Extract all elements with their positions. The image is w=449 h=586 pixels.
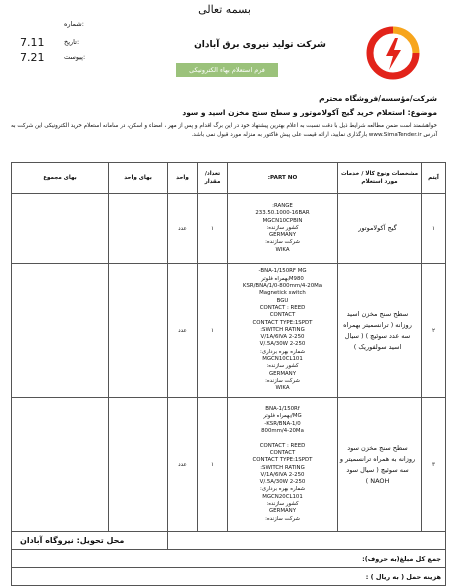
shipping-cost-label[interactable]: هزینه حمل ( به ریال ) : — [12, 568, 446, 586]
part-number-cell — [228, 264, 338, 398]
part-line: 800mm/4-20Ma — [261, 428, 304, 435]
number-label: شماره: — [64, 20, 84, 28]
company-logo — [362, 26, 424, 80]
part-line: Magnetick switch — [259, 290, 306, 297]
basmala: بسمه تعالی — [198, 3, 251, 16]
part-line: GERMANY — [269, 232, 296, 239]
part-line: شماره بهره برداری: — [260, 486, 305, 493]
item-quantity: ۱ — [198, 264, 228, 398]
shipping-row — [12, 568, 446, 586]
part-line: BNA-1/150Rf — [265, 406, 300, 413]
header-row-no: آیتم — [422, 163, 446, 194]
row-number: ۳ — [422, 398, 446, 532]
item-quantity: ۱ — [198, 398, 228, 532]
part-line: SWITCH RATING: — [260, 326, 305, 333]
total-row — [12, 550, 446, 568]
part-line: KSR/BNA-1/0- — [264, 420, 301, 427]
part-line: WIKA — [275, 385, 290, 392]
part-line: 233.50.1000-16BAR — [255, 210, 310, 217]
part-number-cell — [228, 194, 338, 264]
part-line: MG/بهمراه فلوتر — [263, 413, 302, 420]
header-quantity: تعداد/مقدار — [198, 163, 228, 194]
part-line: GERMANY — [269, 508, 296, 515]
part-line: MGCN20CL101 — [262, 493, 303, 500]
delivery-spacer — [168, 532, 446, 550]
attachment-value: 7.21 — [20, 51, 45, 64]
header-unit: واحد — [168, 163, 198, 194]
item-unit: عدد — [168, 194, 198, 264]
unit-price-cell[interactable] — [109, 194, 168, 264]
header-part-no: PART NO: — [228, 163, 338, 194]
part-line: M980بهمراه فلوتر — [261, 275, 304, 282]
part-line: CONTACT : REED — [259, 304, 306, 311]
total-price-cell[interactable] — [12, 194, 109, 264]
row-number: ۲ — [422, 264, 446, 398]
item-description: سطح سنج مخزن اسید روزانه ( ترانسمیتر بهمراه سه عدد سوئیچ ) ( سیال اسید سولفوریک ) — [338, 264, 422, 398]
part-line: 2-250 V/.5A/30W — [259, 479, 306, 486]
form-title: فرم استعلام بهاء الکترونیکی — [176, 63, 278, 77]
delivery-row — [12, 532, 446, 550]
part-line — [228, 435, 337, 442]
unit-price-cell[interactable] — [109, 398, 168, 532]
part-line: شماره بهره برداری: — [260, 348, 305, 355]
part-line: SWITCH RATING: — [260, 464, 305, 471]
table-row — [12, 264, 446, 398]
part-line: CONTACT TYPE:1SPDT — [252, 319, 313, 326]
part-line: 2-250 V/1A/6IVA — [260, 334, 305, 341]
header-total-price: بهای مجموع — [12, 163, 109, 194]
item-description: گیج آکولاموتور — [338, 194, 422, 264]
item-quantity: ۱ — [198, 194, 228, 264]
header-unit-price: بهای واحد — [109, 163, 168, 194]
part-line: BNA-1/150RF MG- — [258, 268, 307, 275]
date-label: تاریخ: — [64, 38, 80, 46]
part-line: کشور سازنده: — [266, 363, 299, 370]
items-table — [11, 162, 446, 586]
part-line: شرکت سازنده: — [265, 377, 300, 384]
part-line: BGU — [276, 297, 289, 304]
table-row — [12, 398, 446, 532]
table-header-row — [12, 163, 446, 194]
header-description: مشخصات ونوع کالا / خدمات مورد استعلام — [338, 163, 422, 194]
part-line: RANGE: — [272, 202, 293, 209]
row-number: ۱ — [422, 194, 446, 264]
part-line: 2-250 V/1A/6IVA — [260, 471, 305, 478]
part-number-cell — [228, 398, 338, 532]
recipient-line: شرکت/مؤسسه/فروشگاه محترم — [319, 94, 437, 103]
part-line: کشور سازنده: — [266, 500, 299, 507]
company-name: شرکت تولید نیروی برق آبادان — [194, 40, 326, 50]
part-line: WIKA — [275, 246, 290, 253]
part-line: MGCN10CL101 — [262, 356, 303, 363]
total-price-cell[interactable] — [12, 398, 109, 532]
attachment-label: پیوست: — [64, 53, 86, 61]
part-line: شرکت سازنده: — [265, 515, 300, 522]
subject-line: موضوع: استعلام خرید گیج آکولاموتور و سطح سنج مخزن اسید و سود — [182, 108, 437, 117]
item-unit: عدد — [168, 264, 198, 398]
part-line: CONTACT — [269, 312, 296, 319]
part-line: 2-250 V/.5A/30W — [259, 341, 306, 348]
part-line: CONTACT : REED — [259, 442, 306, 449]
intro-text: خواهشمند است ضمن مطالعه شرایط ذیل با دقت نسبت به اعلام بهترین پیشنهاد خود در این برگ اقدام و پس از مهر ، امضاء و اسکن، در سامانه استعلام خرید الکترونیکی این شرکت به آدرس www.SimaTender.ir بارگذاری نمایید، ارائه قیمت علی پیش فاکتور به منزله مورد قبول نمی باشد. — [11, 123, 437, 138]
total-price-cell[interactable] — [12, 264, 109, 398]
part-line: CONTACT — [269, 449, 296, 456]
date-value: 7.11 — [20, 36, 45, 49]
unit-price-cell[interactable] — [109, 264, 168, 398]
table-row — [12, 194, 446, 264]
item-unit: عدد — [168, 398, 198, 532]
part-line: MGCN10CPBIN — [262, 217, 303, 224]
part-line: CONTACT TYPE:1SPDT — [252, 457, 313, 464]
total-amount-label[interactable]: جمع کل مبلغ(به حروف): — [12, 550, 446, 568]
part-line: کشور سازنده: — [266, 224, 299, 231]
part-line: شرکت سازنده: — [265, 239, 300, 246]
item-description: سطح سنج مخزن سود روزانه به همراه ترانسمیتر و سه سوئیچ ( سیال سود NAOH ) — [338, 398, 422, 532]
part-line: KSR/BNA/1/0-800mm/4-20Ma — [242, 283, 323, 290]
part-line: GERMANY — [269, 370, 296, 377]
delivery-location: محل تحویل: نیروگاه آبادان — [12, 532, 168, 550]
